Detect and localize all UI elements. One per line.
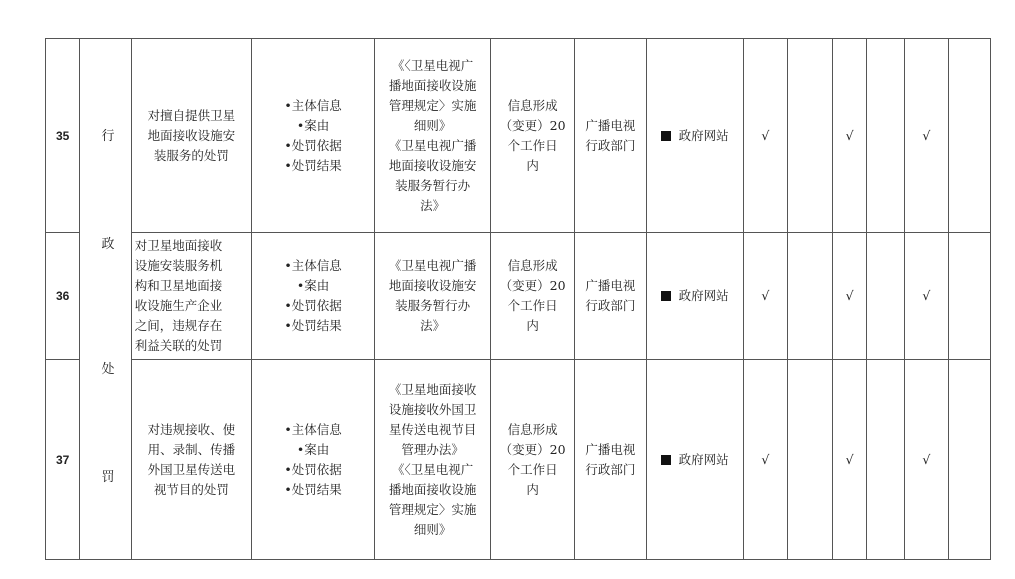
item-name: 对卫星地面接收 设施安装服务机 构和卫星地面接 收设施生产企业 之间，违规存在 利益关联的处罚 [131, 233, 251, 360]
empty-cell [948, 39, 990, 233]
check-mark: √ [833, 360, 866, 560]
channel-cell [646, 233, 743, 360]
check-mark: √ [743, 233, 787, 360]
content-item: •处罚结果 [284, 481, 342, 497]
channel-label: 政府网站 [678, 127, 729, 143]
time-limit: 信息形成 （变更）20 个工作日 内 [491, 39, 575, 233]
square-bullet-icon [661, 455, 671, 465]
content-list [251, 39, 374, 233]
table-row [46, 233, 991, 360]
content-item: •主体信息 [284, 97, 342, 113]
department: 广播电视 行政部门 [575, 360, 647, 560]
row-number: 35 [46, 39, 80, 233]
legal-basis: 《〈卫星电视广 播地面接收设施 管理规定〉实施 细则》 《卫星电视广播 地面接收设施安 装服务暂行办 法》 [375, 39, 491, 233]
content-list [251, 360, 374, 560]
check-mark: √ [833, 39, 866, 233]
row-number: 37 [46, 360, 80, 560]
channel-label: 政府网站 [678, 451, 729, 467]
row-number: 36 [46, 233, 80, 360]
empty-cell [948, 233, 990, 360]
check-mark: √ [905, 39, 948, 233]
square-bullet-icon [661, 131, 671, 141]
channel-label: 政府网站 [678, 288, 729, 303]
content-item: •处罚结果 [284, 157, 342, 173]
check-mark: √ [905, 360, 948, 560]
content-item: •处罚结果 [284, 318, 342, 333]
empty-cell [788, 233, 833, 360]
table-row [46, 39, 991, 233]
content-item: •案由 [296, 278, 330, 293]
item-name: 对擅自提供卫星 地面接收设施安 装服务的处罚 [131, 39, 251, 233]
check-mark: √ [905, 233, 948, 360]
category-char: 处 [101, 362, 115, 377]
category-char: 罚 [101, 470, 115, 485]
content-item: •案由 [296, 441, 330, 457]
content-list [251, 233, 374, 360]
square-bullet-icon [661, 291, 671, 301]
legal-basis: 《卫星电视广播 地面接收设施安 装服务暂行办 法》 [375, 233, 491, 360]
category-char: 行 [101, 129, 115, 144]
content-item: •主体信息 [284, 421, 342, 437]
time-limit: 信息形成 （变更）20 个工作日 内 [491, 233, 575, 360]
empty-cell [866, 233, 904, 360]
empty-cell [788, 39, 833, 233]
empty-cell [948, 360, 990, 560]
disclosure-table [45, 38, 991, 560]
content-item: •处罚依据 [284, 461, 342, 477]
empty-cell [866, 360, 904, 560]
empty-cell [866, 39, 904, 233]
time-limit: 信息形成 （变更）20 个工作日 内 [491, 360, 575, 560]
content-item: •案由 [296, 117, 330, 133]
item-name: 对违规接收、使 用、录制、传播 外国卫星传送电 视节目的处罚 [131, 360, 251, 560]
channel-cell [646, 39, 743, 233]
check-mark: √ [743, 39, 787, 233]
content-item: •主体信息 [284, 258, 342, 273]
table-row [46, 360, 991, 560]
category-char: 政 [101, 237, 115, 252]
department: 广播电视 行政部门 [575, 39, 647, 233]
empty-cell [788, 360, 833, 560]
department: 广播电视 行政部门 [575, 233, 647, 360]
check-mark: √ [743, 360, 787, 560]
channel-cell [646, 360, 743, 560]
check-mark: √ [833, 233, 866, 360]
content-item: •处罚依据 [284, 298, 342, 313]
content-item: •处罚依据 [284, 137, 342, 153]
legal-basis: 《卫星地面接收 设施接收外国卫 星传送电视节目 管理办法》 《〈卫星电视广 播地面接收设施 管理规定〉实施 细则》 [375, 360, 491, 560]
